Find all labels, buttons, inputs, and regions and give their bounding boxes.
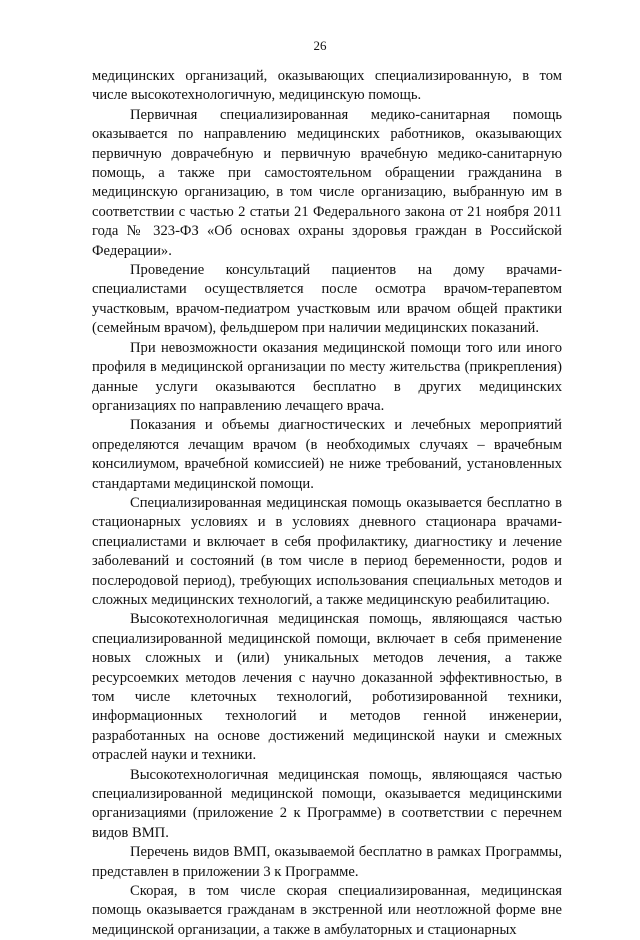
paragraph-indications-volumes: Показания и объемы диагностических и лечебных мероприятий определяются лечащим врачом (в необходимых случаях – врачебным консилиумом, врачебной комиссией) не ниже требований, установленных стандартами медицинской помощи. bbox=[92, 417, 562, 492]
page-number: 26 bbox=[313, 38, 327, 53]
paragraph-specialized-care: Специализированная медицинская помощь оказывается бесплатно в стационарных условиях и в условиях дневного стационара врачами-специалистами и включает в себя профилактику, диагностику и лечение заболеваний и состояний (в том числе в период беременности, родов и послеродовой период), требующих использования специальных методов и сложных медицинских технологий, а также медицинскую реабилитацию. bbox=[92, 494, 562, 608]
paragraph-home-consultations: Проведение консультаций пациентов на дому врачами-специалистами осуществляется после осмотра врачом-терапевтом участковым, врачом-педиатром участковым или врачом общей практики (семейным врачом), фельдшером при наличии медицинских показаний. bbox=[92, 262, 562, 337]
paragraph-vmp-list: Перечень видов ВМП, оказываемой бесплатно в рамках Программы, представлен в приложении 3 к Программе. bbox=[92, 844, 562, 880]
document-body bbox=[92, 67, 562, 940]
paragraph-high-tech-organizations: Высокотехнологичная медицинская помощь, являющаяся частью специализированной медицинской помощи, оказывается медицинскими организациями (приложение 2 к Программе) в соответствии с перечнем видов ВМП. bbox=[92, 766, 562, 841]
paragraph-other-organizations: При невозможности оказания медицинской помощи того или иного профиля в медицинской организации по месту жительства (прикрепления) данные услуги оказываются бесплатно в других медицинских организациях по направлению лечащего врача. bbox=[92, 339, 562, 414]
paragraph-continuation: медицинских организаций, оказывающих специализированную, в том числе высокотехнологичную, медицинскую помощь. bbox=[92, 68, 562, 104]
paragraph-emergency-care: Скорая, в том числе скорая специализированная, медицинская помощь оказывается гражданам в экстренной или неотложной форме вне медицинской организации, а также в амбулаторных и стационарных bbox=[92, 883, 562, 938]
paragraph-primary-specialized-care: Первичная специализированная медико-санитарная помощь оказывается по направлению медицинских работников, оказывающих первичную доврачебную и первичную врачебную медико-санитарную помощь, а также при самостоятельном обращении гражданина в медицинскую организацию, в том числе организацию, выбранную им в соответствии с частью 2 статьи 21 Федерального закона от 21 ноября 2011 года № 323-ФЗ «Об основах охраны здоровья граждан в Российской Федерации». bbox=[92, 106, 562, 259]
paragraph-high-tech-care: Высокотехнологичная медицинская помощь, являющаяся частью специализированной медицинской помощи, включает в себя применение новых сложных и (или) уникальных методов лечения, а также ресурсоемких методов лечения с научно доказанной эффективностью, в том числе клеточных технологий, роботизированной техники, информационных технологий и методов генной инженерии, разработанных на основе достижений медицинской науки и смежных отраслей науки и техники. bbox=[92, 611, 562, 764]
